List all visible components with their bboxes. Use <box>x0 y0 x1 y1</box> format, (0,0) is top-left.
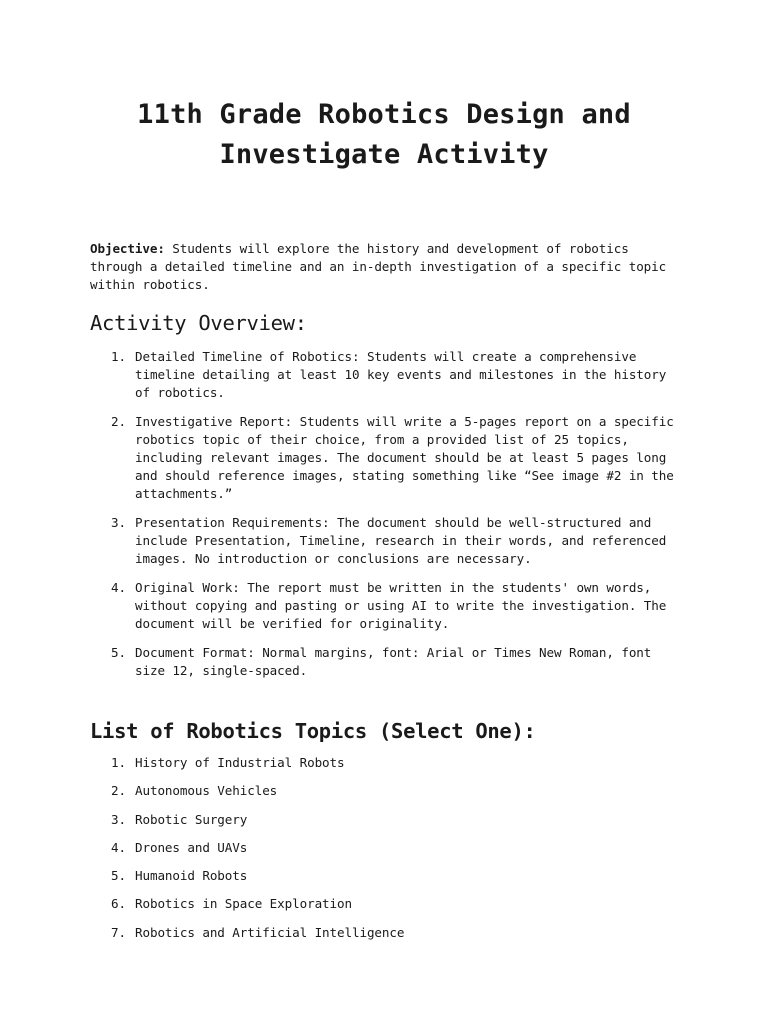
overview-item-4 <box>90 579 678 633</box>
topics-heading: List of Robotics Topics (Select One): <box>90 719 536 743</box>
overview-item-3 <box>90 514 678 568</box>
objective-paragraph <box>90 240 678 294</box>
list-item-text: Autonomous Vehicles <box>135 783 278 799</box>
list-number: 4. <box>111 839 126 855</box>
list-item-text: Robotic Surgery <box>135 811 248 827</box>
topic-item-4 <box>90 839 678 857</box>
list-number: 2. <box>111 414 126 429</box>
list-item-text: Presentation Requirements: The document should be well-structured and include Presentation, Timeline, research in their words, and referenced images. No introduction or conclusions are necessary. <box>135 515 667 566</box>
overview-item-1 <box>90 348 678 402</box>
list-number: 1. <box>111 349 126 364</box>
list-item-text: Robotics and Artificial Intelligence <box>135 924 405 940</box>
title-line-1: 11th Grade Robotics Design and <box>137 99 631 130</box>
list-number: 7. <box>111 924 126 940</box>
list-number: 6. <box>111 896 126 912</box>
list-item-text: Humanoid Robots <box>135 868 248 884</box>
objective-text: Students will explore the history and development of robotics through a detailed timeline and an in-depth investigation of a specific topic within robotics. <box>90 241 667 292</box>
title-line-2: Investigate Activity <box>219 139 549 170</box>
overview-heading: Activity Overview: <box>90 311 307 335</box>
list-item-text: Original Work: The report must be written in the students' own words, without copying and pasting or using AI to write the investigation. The document will be verified for originality. <box>135 580 667 631</box>
list-number: 1. <box>111 755 126 770</box>
list-number: 5. <box>111 868 126 884</box>
list-number: 3. <box>111 515 126 530</box>
overview-item-5 <box>90 644 678 680</box>
list-item-text: Detailed Timeline of Robotics: Students will create a comprehensive timeline detailing at least 10 key events and milestones in the history of robotics. <box>135 349 667 400</box>
overview-item-2 <box>90 413 678 503</box>
topic-item-7 <box>90 924 678 942</box>
topic-item-2 <box>90 782 678 800</box>
topics-list <box>90 754 678 942</box>
list-item-text: History of Industrial Robots <box>135 755 345 770</box>
page-title <box>90 95 678 175</box>
topic-item-1 <box>90 754 678 772</box>
list-item-text: Robotics in Space Exploration <box>135 896 352 912</box>
list-item-text: Document Format: Normal margins, font: Arial or Times New Roman, font size 12, single-spaced. <box>135 645 652 678</box>
list-item-text: Investigative Report: Students will write a 5-pages report on a specific robotics topic of their choice, from a provided list of 25 topics, including relevant images. The document should be at least 5 pages long and should reference images, stating something like “See image #2 in the attachments.” <box>135 414 674 501</box>
list-number: 4. <box>111 580 126 595</box>
objective-label: Objective: <box>90 241 165 256</box>
topic-item-3 <box>90 811 678 829</box>
overview-list <box>90 348 678 680</box>
topic-item-6 <box>90 895 678 913</box>
list-number: 3. <box>111 811 126 827</box>
list-number: 5. <box>111 645 126 660</box>
topic-item-5 <box>90 867 678 885</box>
list-number: 2. <box>111 783 126 799</box>
list-item-text: Drones and UAVs <box>135 839 248 855</box>
